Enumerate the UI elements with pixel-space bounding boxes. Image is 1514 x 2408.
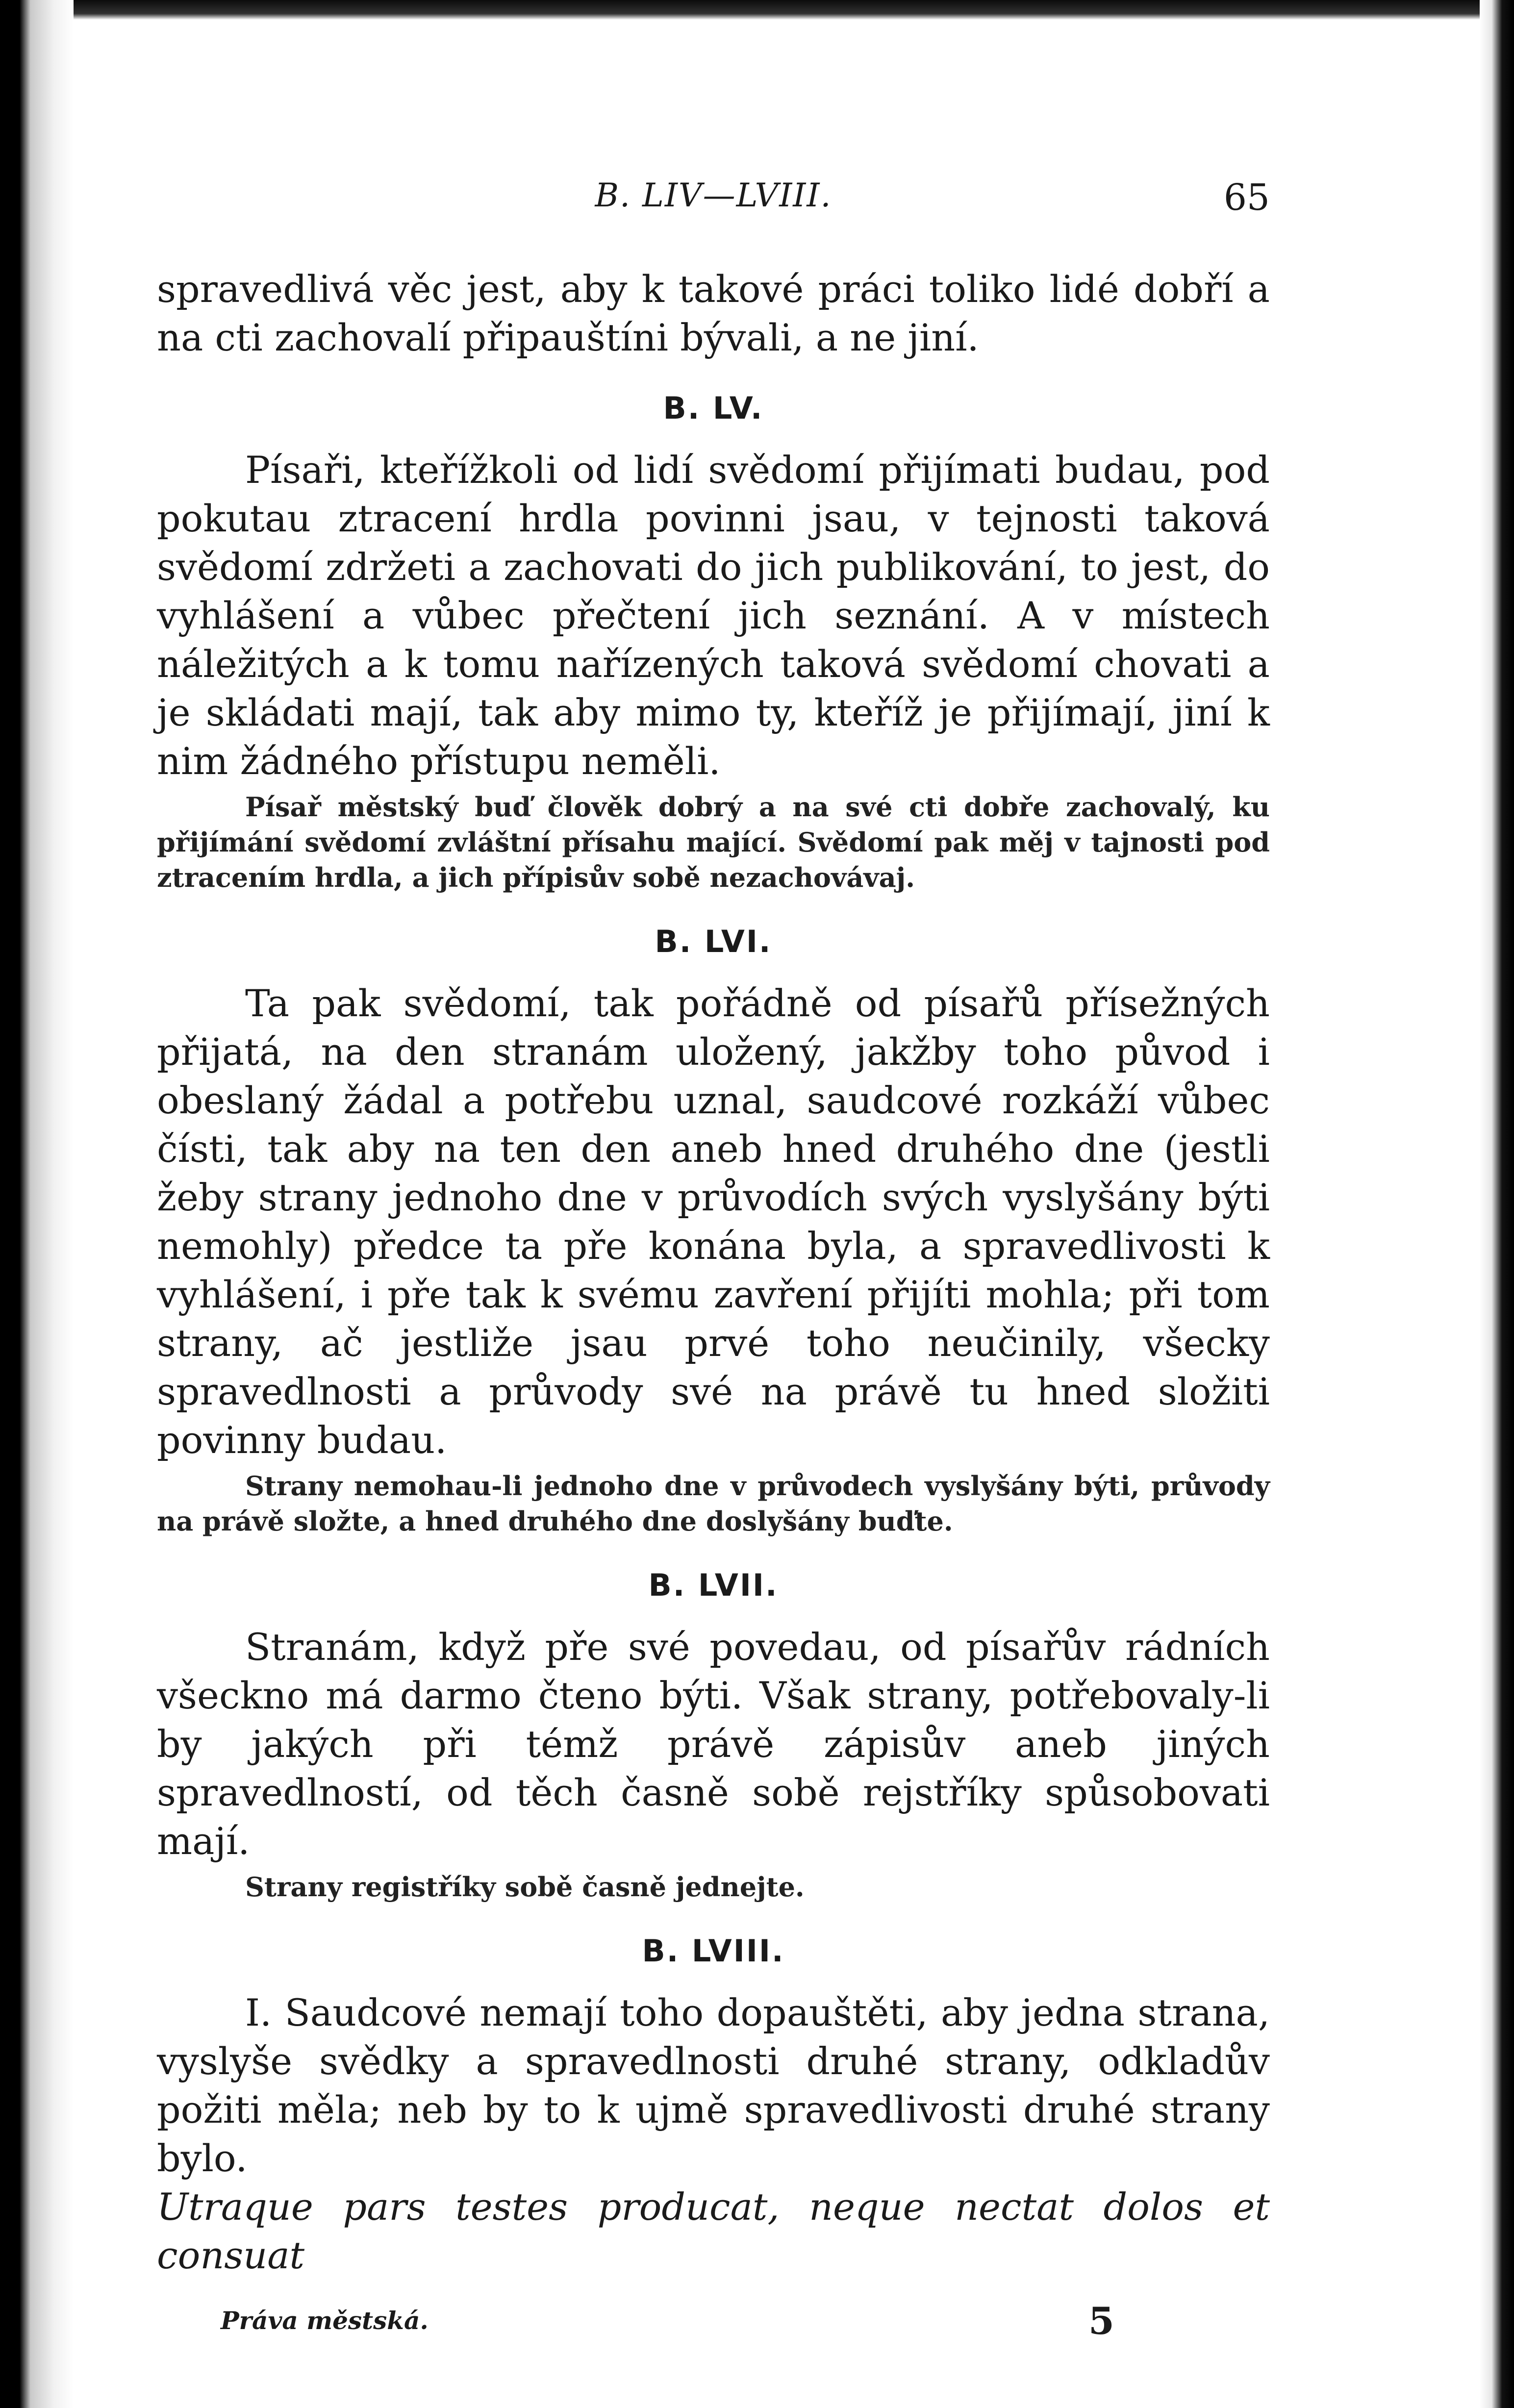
scan-edge-left: [0, 0, 74, 2408]
paragraph-lv: Písaři, kteřížkoli od lidí svědomí přijímati budau, pod pokutau ztracení hrdla povinni jsau, v tejnosti taková svědomí zdržeti a zachovati do jich publikování, to jest, do vyhlášení a vůbec přečtení jich seznání. A v místech náležitých a k tomu nařízených taková svědomí chovati a je skládati mají, tak aby mimo ty, kteříž je přijímají, jiní k nim žádného přístupu neměli.: [157, 448, 1270, 783]
note-lv: Písař městský buď člověk dobrý a na své cti dobře zachovalý, ku přijímání svědomí zvláštní přísahu mající. Svědomí pak měj v tajnosti pod ztracením hrdla, a jich přípisův sobě nezachovávaj.: [157, 791, 1270, 893]
running-head: [157, 176, 1270, 235]
running-title: B. LIV—LVIII.: [595, 176, 832, 214]
section-heading-lvii: B. LVII.: [648, 1567, 779, 1603]
latin-verse: Utraque pars testes producat, neque nectat dolos et consuat: [157, 2185, 1270, 2277]
section-heading-lvi: B. LVI.: [655, 924, 772, 959]
note-lvi: Strany nemohau-li jednoho dne v průvodech vyslyšány býti, průvody na právě složte, a hned druhého dne doslyšány buďte.: [157, 1470, 1270, 1537]
page-number: 65: [1223, 176, 1270, 219]
page-footer: [157, 2299, 1270, 2343]
paragraph-lvii: Stranám, když pře své povedau, od písařův rádních všeckno má darmo čteno býti. Však strany, potřebovaly-li by jakých při témž právě zápisův aneb jiných spravedlností, od těch časně sobě rejstříky spůsobovati mají.: [157, 1625, 1270, 1863]
section-heading-lv: B. LV.: [663, 390, 764, 426]
signature-mark: Práva městská.: [221, 2306, 429, 2335]
section-heading-lviii: B. LVIII.: [642, 1933, 785, 1969]
sheet-number: 5: [1088, 2299, 1114, 2343]
paragraph-lvi: Ta pak svědomí, tak pořádně od písařů přísežných přijatá, na den stranám uložený, jakžby toho původ i obeslaný žádal a potřebu uznal, saudcové rozkáží vůbec čísti, tak aby na ten den aneb hned druhého dne (jestli žeby strany jednoho dne v průvodích svých vyslyšány býti nemohly) předce ta pře konána byla, a spravedlivosti k vyhlášení, i pře tak k svému zavření přijíti mohla; při tom strany, ač jestliže jsau prvé toho neučinily, všecky spravedlnosti a průvody své na právě tu hned složiti povinny budau.: [157, 981, 1270, 1462]
scan-edge-top: [0, 0, 1514, 20]
note-lvii: Strany registříky sobě časně jednejte.: [245, 1871, 805, 1903]
book-page: [157, 176, 1270, 2343]
scan-edge-right: [1480, 0, 1514, 2408]
paragraph-lviii: I. Saudcové nemají toho dopauštěti, aby jedna strana, vyslyše svědky a spravedlnosti druhé strany, odkladův požiti měla; neb by to k ujmě spravedlivosti druhé strany bylo.: [157, 1991, 1270, 2180]
paragraph-continued: spravedlivá věc jest, aby k takové práci toliko lidé dobří a na cti zachovalí připauštíni bývali, a ne jiní.: [157, 267, 1270, 359]
